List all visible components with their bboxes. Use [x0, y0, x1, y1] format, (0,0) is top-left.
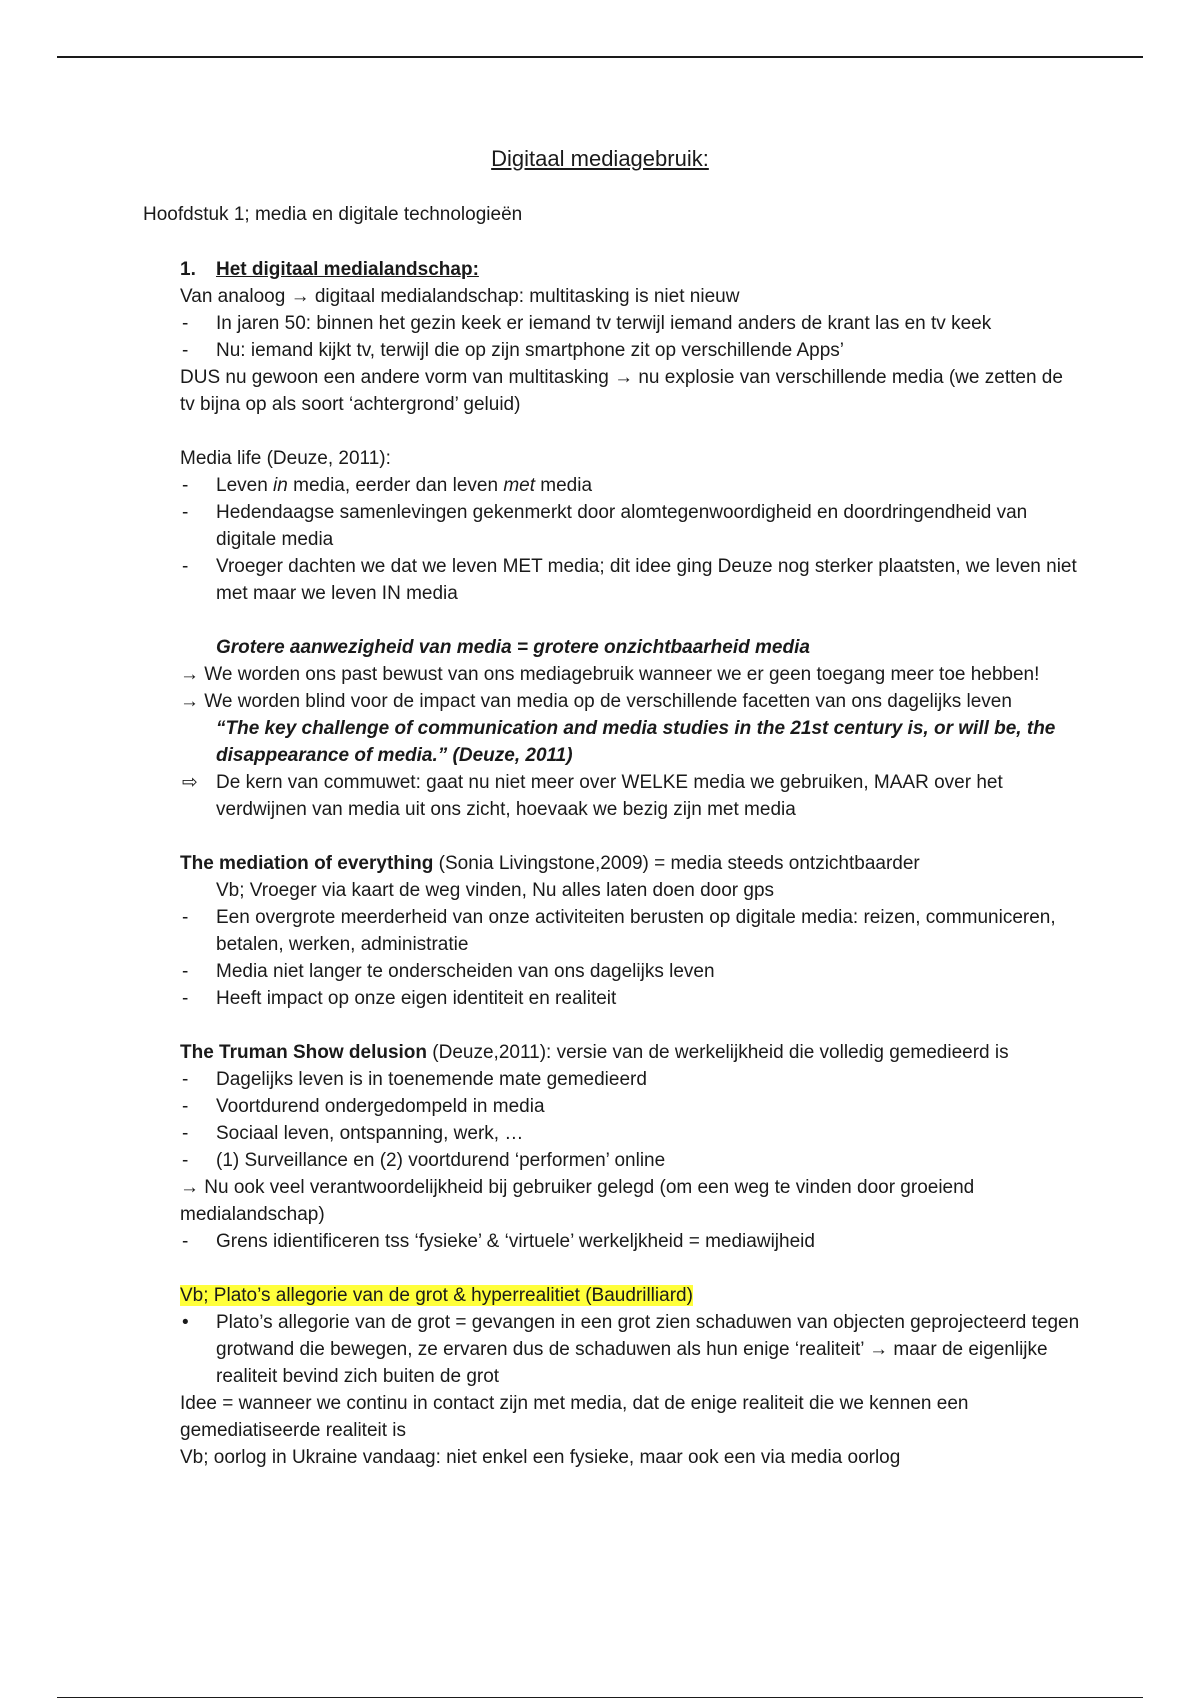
bottom-rule: [57, 1697, 1143, 1698]
conclusion-item: ⇨ De kern van commuwet: gaat nu niet meer over WELKE media we gebruiken, MAAR over het verdwijnen van media uit ons zicht, hoevaak we bezig zijn met media: [180, 769, 1080, 823]
mediation-example: Vb; Vroeger via kaart de weg vinden, Nu alles laten doen door gps: [216, 880, 775, 901]
list-item: - Vroeger dachten we dat we leven MET media; dit idee ging Deuze nog sterker plaatsten, we leven niet met maar we leven IN media: [182, 556, 1077, 604]
idea-note: Idee = wanneer we continu in contact zijn met media, dat de enige realiteit die we kennen een gemediatiseerde realiteit is: [180, 1393, 969, 1441]
list-item: - Voortdurend ondergedompeld in media: [182, 1096, 545, 1117]
list-item: - Dagelijks leven is in toenemende mate gemedieerd: [182, 1069, 647, 1090]
section-heading: [180, 256, 1080, 283]
list-item: - Leven in media, eerder dan leven met media: [182, 475, 593, 496]
top-rule: [57, 56, 1143, 58]
list-item: • Plato’s allegorie van de grot = gevangen in een grot zien schaduwen van objecten geprojecteerd tegen grotwand die bewegen, ze ervaren dus de schaduwen als hun enige ‘realiteit’ → maar de eigenlijke realiteit bevind zich buiten de grot: [182, 1312, 1080, 1387]
medialife-heading: Media life (Deuze, 2011):: [180, 448, 391, 469]
list-item: - Hedendaagse samenlevingen gekenmerkt door alomtegenwoordigheid en doordringendheid van digitale media: [182, 502, 1028, 550]
arrow-icon: ⇨: [182, 772, 198, 793]
list-item: - In jaren 50: binnen het gezin keek er iemand tv terwijl iemand anders de krant las en tv keek: [182, 313, 992, 334]
truman-heading: The Truman Show delusion (Deuze,2011): versie van de werkelijkheid die volledig gemedieerd is: [180, 1042, 1009, 1063]
list-item: - Heeft impact op onze eigen identiteit en realiteit: [182, 988, 617, 1009]
list-item: - Nu: iemand kijkt tv, terwijl die op zijn smartphone zit op verschillende Apps’: [182, 340, 844, 361]
arrow-note: → Nu ook veel verantwoordelijkheid bij gebruiker gelegd (om een weg te vinden door groeiend medialandschap): [180, 1177, 975, 1225]
list-item: - Een overgrote meerderheid van onze activiteiten berusten op digitale media: reizen, communiceren, betalen, werken, administratie: [182, 907, 1056, 955]
list-item: - Sociaal leven, ontspanning, werk, …: [182, 1123, 524, 1144]
mediation-heading: The mediation of everything (Sonia Livingstone,2009) = media steeds ontzichtbaarder: [180, 853, 920, 874]
list-item: - (1) Surveillance en (2) voortdurend ‘performen’ online: [182, 1150, 666, 1171]
analog-intro: Van analoog → digitaal medialandschap: multitasking is niet nieuw: [180, 286, 740, 307]
key-statement: Grotere aanwezigheid van media = grotere onzichtbaarheid media: [216, 637, 810, 658]
arrow-note: → We worden ons past bewust van ons mediagebruik wanneer we er geen toegang meer toe hebben!: [180, 664, 1040, 685]
ukraine-example: Vb; oorlog in Ukraine vandaag: niet enkel een fysieke, maar ook een via media oorlog: [180, 1447, 901, 1468]
document-title: Digitaal mediagebruik:: [491, 146, 709, 171]
section-number: 1.: [180, 259, 196, 280]
list-item: - Grens idientificeren tss ‘fysieke’ & ‘virtuele’ werkeljkheid = mediawijheid: [182, 1231, 815, 1252]
arrow-note: → We worden blind voor de impact van media op de verschillende facetten van ons dagelijks leven: [180, 691, 1012, 712]
analog-conclusion: DUS nu gewoon een andere vorm van multitasking → nu explosie van verschillende media (we zetten de tv bijna op als soort ‘achtergrond’ geluid): [180, 367, 1063, 415]
highlighted-text: Vb; Plato’s allegorie van de grot & hyperrealitiet (Baudrilliard): [180, 1285, 693, 1306]
section-title: Het digitaal medialandschap:: [216, 259, 479, 280]
list-item: - Media niet langer te onderscheiden van ons dagelijks leven: [182, 961, 715, 982]
document-body: [180, 256, 1080, 1471]
plato-heading: [180, 1282, 1080, 1309]
deuze-quote: “The key challenge of communication and media studies in the 21st century is, or will be, the disappearance of media.” (Deuze, 2011): [216, 718, 1056, 766]
chapter-heading: Hoofdstuk 1; media en digitale technologieën: [143, 204, 523, 225]
